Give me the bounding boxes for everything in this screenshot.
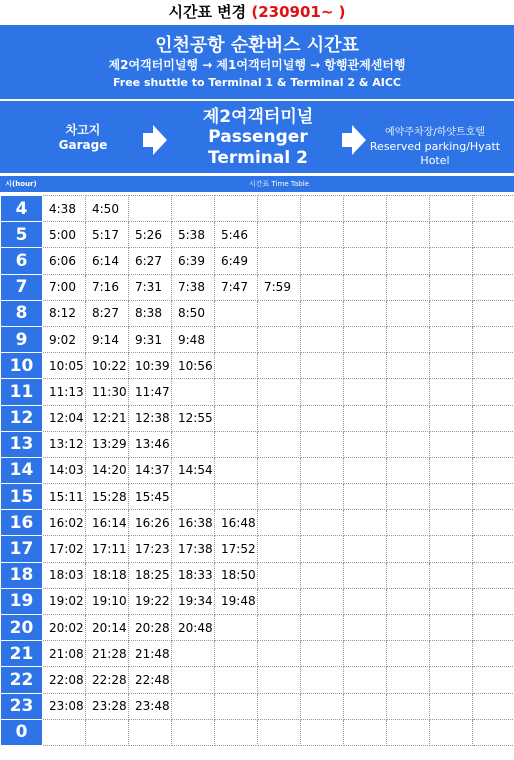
time-cell bbox=[344, 222, 387, 248]
time-cell: 5:38 bbox=[172, 222, 215, 248]
time-cell: 20:28 bbox=[129, 615, 172, 641]
time-cell bbox=[344, 562, 387, 588]
time-cell: 7:59 bbox=[258, 274, 301, 300]
table-row bbox=[1, 510, 514, 536]
time-cell bbox=[258, 536, 301, 562]
change-date: (230901~ ) bbox=[251, 3, 346, 21]
time-cell bbox=[258, 693, 301, 719]
time-cell bbox=[301, 196, 344, 222]
time-cell: 12:55 bbox=[172, 405, 215, 431]
time-cell bbox=[258, 405, 301, 431]
time-cell bbox=[387, 196, 430, 222]
time-cell: 23:28 bbox=[86, 693, 129, 719]
time-cell bbox=[387, 300, 430, 326]
time-cell bbox=[301, 588, 344, 614]
time-cell bbox=[430, 405, 473, 431]
time-cell: 21:08 bbox=[43, 641, 86, 667]
time-cell bbox=[344, 615, 387, 641]
time-cell bbox=[473, 562, 514, 588]
time-cell bbox=[430, 588, 473, 614]
dest-ko: 예약주차장/하얏트호텔 bbox=[385, 127, 485, 138]
table-row bbox=[1, 353, 514, 379]
time-cell bbox=[344, 274, 387, 300]
time-cell: 13:29 bbox=[86, 431, 129, 457]
time-cell bbox=[473, 300, 514, 326]
time-cell bbox=[473, 641, 514, 667]
time-cell: 13:12 bbox=[43, 431, 86, 457]
table-row bbox=[1, 222, 514, 248]
time-cell: 5:46 bbox=[215, 222, 258, 248]
time-cell bbox=[301, 562, 344, 588]
time-cell: 7:16 bbox=[86, 274, 129, 300]
time-cell bbox=[301, 457, 344, 483]
time-cell bbox=[344, 484, 387, 510]
time-cell bbox=[430, 536, 473, 562]
table-row bbox=[1, 719, 514, 745]
hour-cell: 11 bbox=[1, 379, 43, 405]
time-cell: 6:49 bbox=[215, 248, 258, 274]
time-cell bbox=[301, 274, 344, 300]
time-cell: 18:18 bbox=[86, 562, 129, 588]
time-cell bbox=[129, 196, 172, 222]
time-cell bbox=[430, 562, 473, 588]
table-row bbox=[1, 248, 514, 274]
time-cell bbox=[430, 667, 473, 693]
hour-cell: 9 bbox=[1, 326, 43, 352]
time-cell bbox=[301, 353, 344, 379]
stop-ko: 제2여객터미널 bbox=[202, 107, 314, 127]
time-cell bbox=[387, 510, 430, 536]
time-cell: 8:50 bbox=[172, 300, 215, 326]
time-cell: 11:47 bbox=[129, 379, 172, 405]
time-cell: 16:38 bbox=[172, 510, 215, 536]
time-cell bbox=[258, 484, 301, 510]
times-column-label: 시간표 Time Table bbox=[249, 180, 309, 188]
table-row bbox=[1, 274, 514, 300]
time-cell bbox=[387, 379, 430, 405]
hour-cell: 13 bbox=[1, 431, 43, 457]
hour-cell: 21 bbox=[1, 641, 43, 667]
time-cell: 13:46 bbox=[129, 431, 172, 457]
hour-cell: 23 bbox=[1, 693, 43, 719]
time-cell: 23:48 bbox=[129, 693, 172, 719]
change-title: 시간표 변경 bbox=[168, 3, 252, 21]
time-cell bbox=[172, 431, 215, 457]
time-cell: 20:02 bbox=[43, 615, 86, 641]
timetable bbox=[0, 195, 514, 746]
time-cell bbox=[430, 510, 473, 536]
time-cell: 8:27 bbox=[86, 300, 129, 326]
time-cell: 6:27 bbox=[129, 248, 172, 274]
time-cell: 14:20 bbox=[86, 457, 129, 483]
time-cell: 4:50 bbox=[86, 196, 129, 222]
time-cell bbox=[215, 719, 258, 745]
table-row bbox=[1, 693, 514, 719]
time-cell bbox=[387, 431, 430, 457]
hour-cell: 12 bbox=[1, 405, 43, 431]
time-cell bbox=[430, 274, 473, 300]
time-cell: 12:21 bbox=[86, 405, 129, 431]
time-cell bbox=[387, 484, 430, 510]
time-cell bbox=[86, 719, 129, 745]
time-cell: 9:02 bbox=[43, 326, 86, 352]
time-cell bbox=[473, 457, 514, 483]
banner-title: 인천공항 순환버스 시간표 bbox=[155, 35, 359, 56]
time-cell: 18:33 bbox=[172, 562, 215, 588]
hour-cell: 22 bbox=[1, 667, 43, 693]
time-cell bbox=[258, 326, 301, 352]
time-cell: 21:28 bbox=[86, 641, 129, 667]
time-cell: 11:13 bbox=[43, 379, 86, 405]
hour-cell: 17 bbox=[1, 536, 43, 562]
time-cell bbox=[430, 693, 473, 719]
time-cell bbox=[344, 431, 387, 457]
time-cell bbox=[473, 379, 514, 405]
time-cell bbox=[344, 693, 387, 719]
time-cell bbox=[387, 641, 430, 667]
route-strip bbox=[0, 101, 514, 173]
time-cell bbox=[301, 719, 344, 745]
banner-route-en: Free shuttle to Terminal 1 & Terminal 2 & AICC bbox=[112, 76, 401, 89]
time-cell bbox=[473, 431, 514, 457]
time-cell bbox=[387, 405, 430, 431]
time-cell bbox=[473, 274, 514, 300]
time-cell bbox=[430, 379, 473, 405]
time-cell: 7:00 bbox=[43, 274, 86, 300]
time-cell: 15:45 bbox=[129, 484, 172, 510]
time-cell bbox=[344, 536, 387, 562]
hour-cell: 16 bbox=[1, 510, 43, 536]
time-cell bbox=[473, 248, 514, 274]
time-cell bbox=[301, 300, 344, 326]
stop-en-line2: Terminal 2 bbox=[208, 148, 308, 168]
hour-cell: 4 bbox=[1, 196, 43, 222]
time-cell bbox=[172, 379, 215, 405]
hour-cell: 5 bbox=[1, 222, 43, 248]
time-cell bbox=[387, 326, 430, 352]
time-cell: 10:22 bbox=[86, 353, 129, 379]
table-row bbox=[1, 641, 514, 667]
time-cell bbox=[301, 510, 344, 536]
time-cell: 5:26 bbox=[129, 222, 172, 248]
time-cell bbox=[344, 667, 387, 693]
time-cell: 4:38 bbox=[43, 196, 86, 222]
time-cell: 19:10 bbox=[86, 588, 129, 614]
hour-cell: 0 bbox=[1, 719, 43, 745]
time-cell bbox=[172, 719, 215, 745]
time-cell: 19:02 bbox=[43, 588, 86, 614]
time-cell bbox=[172, 196, 215, 222]
time-cell bbox=[301, 641, 344, 667]
time-cell bbox=[473, 693, 514, 719]
time-cell: 12:04 bbox=[43, 405, 86, 431]
time-cell bbox=[258, 641, 301, 667]
time-cell bbox=[172, 484, 215, 510]
time-cell bbox=[258, 457, 301, 483]
time-cell: 6:39 bbox=[172, 248, 215, 274]
table-row bbox=[1, 326, 514, 352]
banner-route-ko: 제2여객터미널행 → 제1여객터미널행 → 항행관제센터행 bbox=[108, 58, 406, 72]
time-cell: 12:38 bbox=[129, 405, 172, 431]
time-cell bbox=[387, 353, 430, 379]
time-cell bbox=[215, 457, 258, 483]
time-cell bbox=[430, 457, 473, 483]
time-cell bbox=[301, 693, 344, 719]
time-cell: 7:47 bbox=[215, 274, 258, 300]
time-cell bbox=[473, 510, 514, 536]
time-cell bbox=[172, 641, 215, 667]
table-row bbox=[1, 588, 514, 614]
time-cell bbox=[344, 457, 387, 483]
time-cell: 16:14 bbox=[86, 510, 129, 536]
time-cell: 20:14 bbox=[86, 615, 129, 641]
time-cell bbox=[473, 196, 514, 222]
time-cell bbox=[215, 641, 258, 667]
hour-cell: 10 bbox=[1, 353, 43, 379]
hour-cell: 14 bbox=[1, 457, 43, 483]
time-cell bbox=[301, 615, 344, 641]
time-cell: 16:26 bbox=[129, 510, 172, 536]
time-cell bbox=[258, 510, 301, 536]
time-cell bbox=[344, 326, 387, 352]
time-cell: 14:54 bbox=[172, 457, 215, 483]
timetable-banner bbox=[0, 25, 514, 99]
hour-column-label: 시(hour) bbox=[5, 180, 37, 188]
time-cell bbox=[430, 326, 473, 352]
time-cell bbox=[387, 719, 430, 745]
table-row bbox=[1, 300, 514, 326]
time-cell bbox=[258, 719, 301, 745]
time-cell bbox=[215, 300, 258, 326]
time-cell bbox=[215, 405, 258, 431]
table-row bbox=[1, 615, 514, 641]
dest-en: Reserved parking/Hyatt Hotel bbox=[369, 140, 501, 167]
time-cell bbox=[258, 615, 301, 641]
time-cell: 14:37 bbox=[129, 457, 172, 483]
time-cell bbox=[387, 274, 430, 300]
time-cell: 7:31 bbox=[129, 274, 172, 300]
time-cell bbox=[387, 248, 430, 274]
time-cell bbox=[258, 431, 301, 457]
table-row bbox=[1, 405, 514, 431]
time-cell bbox=[344, 353, 387, 379]
change-notice bbox=[0, 0, 514, 24]
time-cell bbox=[473, 667, 514, 693]
origin-ko: 차고지 bbox=[65, 123, 101, 137]
time-cell bbox=[473, 588, 514, 614]
time-cell bbox=[258, 196, 301, 222]
time-cell bbox=[258, 353, 301, 379]
time-cell bbox=[387, 693, 430, 719]
time-cell bbox=[473, 719, 514, 745]
time-cell bbox=[387, 588, 430, 614]
time-cell bbox=[258, 300, 301, 326]
time-cell bbox=[301, 248, 344, 274]
time-cell bbox=[387, 536, 430, 562]
time-cell: 9:48 bbox=[172, 326, 215, 352]
time-cell bbox=[344, 405, 387, 431]
time-cell: 6:14 bbox=[86, 248, 129, 274]
time-cell bbox=[258, 667, 301, 693]
time-cell bbox=[301, 326, 344, 352]
route-origin bbox=[38, 123, 128, 153]
hour-cell: 8 bbox=[1, 300, 43, 326]
time-cell bbox=[344, 196, 387, 222]
time-cell: 15:28 bbox=[86, 484, 129, 510]
time-cell: 19:34 bbox=[172, 588, 215, 614]
time-cell bbox=[215, 484, 258, 510]
time-cell bbox=[387, 615, 430, 641]
time-cell: 14:03 bbox=[43, 457, 86, 483]
time-cell bbox=[473, 484, 514, 510]
hour-cell: 20 bbox=[1, 615, 43, 641]
time-cell: 9:14 bbox=[86, 326, 129, 352]
time-cell bbox=[387, 667, 430, 693]
time-cell bbox=[215, 379, 258, 405]
time-cell: 5:00 bbox=[43, 222, 86, 248]
hour-cell: 19 bbox=[1, 588, 43, 614]
time-cell bbox=[301, 379, 344, 405]
column-header bbox=[0, 176, 514, 192]
time-cell: 22:08 bbox=[43, 667, 86, 693]
time-cell: 22:48 bbox=[129, 667, 172, 693]
time-cell bbox=[301, 667, 344, 693]
time-cell: 23:08 bbox=[43, 693, 86, 719]
time-cell: 5:17 bbox=[86, 222, 129, 248]
time-cell bbox=[258, 562, 301, 588]
time-cell bbox=[215, 615, 258, 641]
time-cell: 18:03 bbox=[43, 562, 86, 588]
time-cell bbox=[473, 353, 514, 379]
time-cell: 17:23 bbox=[129, 536, 172, 562]
time-cell bbox=[430, 248, 473, 274]
table-row bbox=[1, 379, 514, 405]
origin-en: Garage bbox=[58, 138, 108, 152]
time-cell: 15:11 bbox=[43, 484, 86, 510]
time-cell bbox=[43, 719, 86, 745]
time-cell bbox=[215, 326, 258, 352]
time-cell: 10:39 bbox=[129, 353, 172, 379]
time-cell bbox=[430, 615, 473, 641]
time-cell bbox=[473, 536, 514, 562]
hour-cell: 6 bbox=[1, 248, 43, 274]
time-cell bbox=[215, 196, 258, 222]
time-cell bbox=[172, 693, 215, 719]
time-cell bbox=[473, 222, 514, 248]
hour-cell: 7 bbox=[1, 274, 43, 300]
time-cell: 10:56 bbox=[172, 353, 215, 379]
time-cell bbox=[301, 536, 344, 562]
time-cell bbox=[344, 510, 387, 536]
time-cell bbox=[430, 222, 473, 248]
time-cell bbox=[301, 405, 344, 431]
time-cell: 7:38 bbox=[172, 274, 215, 300]
time-cell bbox=[172, 667, 215, 693]
time-cell bbox=[215, 667, 258, 693]
table-row bbox=[1, 562, 514, 588]
time-cell: 8:38 bbox=[129, 300, 172, 326]
time-cell bbox=[344, 300, 387, 326]
time-cell: 17:52 bbox=[215, 536, 258, 562]
time-cell: 17:11 bbox=[86, 536, 129, 562]
time-cell bbox=[430, 484, 473, 510]
time-cell bbox=[387, 457, 430, 483]
time-cell: 22:28 bbox=[86, 667, 129, 693]
table-row bbox=[1, 667, 514, 693]
time-cell: 18:50 bbox=[215, 562, 258, 588]
time-cell: 19:22 bbox=[129, 588, 172, 614]
time-cell: 18:25 bbox=[129, 562, 172, 588]
time-cell bbox=[301, 222, 344, 248]
time-cell bbox=[344, 379, 387, 405]
time-cell: 17:38 bbox=[172, 536, 215, 562]
time-cell: 11:30 bbox=[86, 379, 129, 405]
time-cell bbox=[387, 222, 430, 248]
time-cell bbox=[430, 300, 473, 326]
time-cell bbox=[258, 248, 301, 274]
time-cell bbox=[387, 562, 430, 588]
time-cell bbox=[430, 196, 473, 222]
time-cell bbox=[215, 431, 258, 457]
time-cell bbox=[473, 405, 514, 431]
time-cell bbox=[473, 326, 514, 352]
time-cell bbox=[344, 588, 387, 614]
time-cell bbox=[430, 353, 473, 379]
time-cell: 17:02 bbox=[43, 536, 86, 562]
time-cell bbox=[258, 222, 301, 248]
route-destination bbox=[356, 126, 514, 168]
hour-cell: 18 bbox=[1, 562, 43, 588]
table-row bbox=[1, 484, 514, 510]
table-row bbox=[1, 536, 514, 562]
time-cell bbox=[344, 719, 387, 745]
time-cell: 20:48 bbox=[172, 615, 215, 641]
time-cell: 6:06 bbox=[43, 248, 86, 274]
stop-en-line1: Passenger bbox=[208, 127, 308, 147]
time-cell: 9:31 bbox=[129, 326, 172, 352]
time-cell bbox=[344, 248, 387, 274]
time-cell bbox=[344, 641, 387, 667]
route-stop bbox=[170, 107, 346, 169]
time-cell: 19:48 bbox=[215, 588, 258, 614]
table-row bbox=[1, 196, 514, 222]
time-cell bbox=[430, 719, 473, 745]
time-cell bbox=[430, 641, 473, 667]
time-cell bbox=[215, 353, 258, 379]
hour-cell: 15 bbox=[1, 484, 43, 510]
time-cell bbox=[430, 431, 473, 457]
time-cell: 8:12 bbox=[43, 300, 86, 326]
time-cell bbox=[129, 719, 172, 745]
time-cell: 16:02 bbox=[43, 510, 86, 536]
time-cell bbox=[215, 693, 258, 719]
time-cell bbox=[301, 431, 344, 457]
time-cell: 10:05 bbox=[43, 353, 86, 379]
time-cell: 21:48 bbox=[129, 641, 172, 667]
time-cell: 16:48 bbox=[215, 510, 258, 536]
time-cell bbox=[258, 588, 301, 614]
time-cell bbox=[258, 379, 301, 405]
time-cell bbox=[301, 484, 344, 510]
table-row bbox=[1, 431, 514, 457]
time-cell bbox=[473, 615, 514, 641]
table-row bbox=[1, 457, 514, 483]
